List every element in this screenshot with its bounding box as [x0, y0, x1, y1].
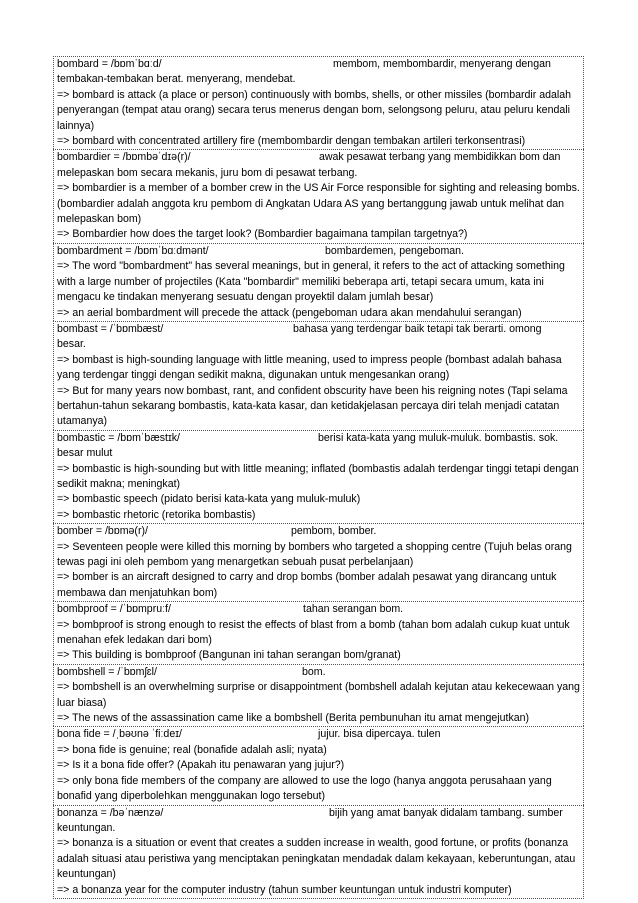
- dictionary-entry: [53, 430, 584, 523]
- entry-example-line: => Bombardier how does the target look? (Bombardier bagaimana tampilan targetnya?): [57, 228, 468, 241]
- entry-meaning-continued: tembakan-tembakan berat. menyerang, mendebat.: [57, 73, 296, 86]
- entry-example-line: => an aerial bombardment will precede the attack (pengeboman udara akan mendahului serangan): [57, 306, 522, 319]
- entry-term: bombast = /ˈbɒmbæst/: [57, 322, 164, 335]
- entry-meaning: bijih yang amat banyak didalam tambang. sumber: [329, 806, 563, 819]
- dictionary-entry: [53, 243, 584, 321]
- entry-example-line: => bonanza is a situation or event that creates a sudden increase in wealth, good fortune, or profits (bonanza adalah situasi atau peristiwa yang menciptakan peningkatan mendadak dalam kekayaan, keberuntungan, atau keuntungan): [57, 837, 576, 881]
- entry-example-line: => bomber is an aircraft designed to carry and drop bombs (bomber adalah pesawat yang dirancang untuk membawa dan menjatuhkan bom): [57, 571, 557, 599]
- entry-term: bona fide = /ˌbəʊnə ˈfiːdeɪ/: [57, 728, 182, 741]
- entry-example-line: => bombard with concentrated artillery fire (membombardir dengan tembakan artileri terkonsentrasi): [57, 135, 526, 148]
- entry-meaning: tahan serangan bom.: [303, 603, 404, 616]
- entry-term: bonanza = /bəˈnænzə/: [57, 806, 164, 819]
- entry-example-line: => bombardier is a member of a bomber crew in the US Air Force responsible for sighting and releasing bombs. (bombardier adalah anggota kru pembom di Angkatan Udara AS yang bertanggung jawab untuk melihat dan melepaskan bom): [57, 182, 580, 226]
- entry-meaning-continued: keuntungan.: [57, 821, 116, 834]
- entry-term: bombproof = /ˈbɒmpruːf/: [57, 603, 171, 616]
- dictionary-entry: [53, 523, 584, 601]
- dictionary-entry: [53, 601, 584, 664]
- dictionary-entry: [53, 149, 584, 242]
- entry-example-line: => a bonanza year for the computer industry (tahun sumber keuntungan untuk industri komputer): [57, 883, 512, 896]
- entry-headword-line: [57, 806, 581, 821]
- entry-headword-line: [57, 524, 581, 539]
- entry-example-line: => Seventeen people were killed this morning by bombers who targeted a shopping centre (Tujuh belas orang tewas pagi ini oleh pembom yang menargetkan sebuah pusat perbelanjaan): [57, 540, 572, 568]
- entry-meaning: bom.: [302, 665, 326, 678]
- entry-example-line: => The word "bombardment" has several meanings, but in general, it refers to the act of attacking something with a large number of projectiles (Kata "bombardir" memiliki beberapa arti, tetapi secara umum, kata ini mengacu ke tindakan menyerang sesuatu dengan proyektil dalam jumlah besar): [57, 260, 565, 304]
- entry-term: bombastic = /bɒmˈbæstɪk/: [57, 431, 180, 444]
- entry-example-line: => bona fide is genuine; real (bonafide adalah asli; nyata): [57, 743, 327, 756]
- entry-term: bombardier = /bɒmbəˈdɪə(r)/: [57, 151, 191, 164]
- entry-term: bombardment = /bɒmˈbɑːdmənt/: [57, 244, 209, 257]
- dictionary-entry: [53, 726, 584, 804]
- entry-example-line: => The news of the assassination came like a bombshell (Berita pembunuhan itu amat mengejutkan): [57, 712, 530, 725]
- entry-example-line: => But for many years now bombast, rant, and confident obscurity have been his reigning notes (Tapi selama bertahun-tahun sekarang bombastis, kata-kata kasar, dan ketidakjelasan percaya diri telah menjadi catatan utamanya): [57, 384, 568, 428]
- entry-meaning: berisi kata-kata yang muluk-muluk. bombastis. sok.: [318, 431, 559, 444]
- entry-headword-line: [57, 244, 581, 259]
- entry-headword-line: [57, 431, 581, 446]
- entry-example-line: => bombard is attack (a place or person) continuously with bombs, shells, or other missiles (bombardir adalah penyerangan (tempat atau orang) secara terus menerus dengan bom, selongsong peluru, atau peluru kendali lainnya): [57, 88, 572, 132]
- entry-meaning: pembom, bomber.: [291, 525, 377, 538]
- entry-headword-line: [57, 602, 581, 617]
- entry-meaning-continued: melepaskan bom secara mekanis, juru bom di pesawat terbang.: [57, 166, 358, 179]
- dictionary-document: [53, 56, 584, 899]
- entry-example-line: => bombproof is strong enough to resist the effects of blast from a bomb (tahan bom adalah cukup kuat untuk menahan efek ledakan dari bom): [57, 618, 570, 647]
- entry-meaning: bombardemen, pengeboman.: [325, 244, 464, 257]
- entry-headword-line: [57, 57, 581, 72]
- entry-term: bomber = /bɒmə(r)/: [57, 525, 148, 538]
- entry-headword-line: [57, 665, 581, 680]
- dictionary-entry: [53, 664, 584, 727]
- dictionary-entry: [53, 56, 584, 149]
- entry-example-line: => bombastic is high-sounding but with little meaning; inflated (bombastis adalah terdengar tinggi tetapi dengan sedikit makna; meningkat): [57, 462, 579, 490]
- entry-example-line: => bombshell is an overwhelming surprise or disappointment (bombshell adalah kejutan atau kekecewaan yang luar biasa): [57, 681, 580, 709]
- entry-meaning: bahasa yang terdengar baik tetapi tak berarti. omong: [293, 322, 542, 335]
- entry-headword-line: [57, 727, 581, 742]
- entry-example-line: => This building is bombproof (Bangunan ini tahan serangan bom/granat): [57, 649, 401, 662]
- entry-example-line: => bombastic speech (pidato berisi kata-kata yang muluk-muluk): [57, 493, 361, 506]
- dictionary-entry: [53, 321, 584, 430]
- entry-meaning: awak pesawat terbang yang membidikkan bom dan: [319, 151, 561, 164]
- dictionary-entry: [53, 805, 584, 899]
- entry-headword-line: [57, 150, 581, 165]
- entry-example-line: => only bona fide members of the company are allowed to use the logo (hanya anggota perusahaan yang bonafid yang diperbolehkan menggunakan logo tersebut): [57, 774, 552, 803]
- entry-meaning-continued: besar.: [57, 338, 86, 351]
- entry-headword-line: [57, 322, 581, 337]
- entry-example-line: => bombast is high-sounding language with little meaning, used to impress people (bombast adalah bahasa yang terdengar tinggi dengan sedikit makna, digunakan untuk mengesankan orang): [57, 353, 562, 382]
- entry-term: bombshell = /ˈbɒmʃɛl/: [57, 665, 157, 678]
- entry-example-line: => Is it a bona fide offer? (Apakah itu penawaran yang jujur?): [57, 759, 345, 772]
- entry-term: bombard = /bɒmˈbɑːd/: [57, 58, 162, 70]
- entry-example-line: => bombastic rhetoric (retorika bombastis): [57, 508, 256, 521]
- entry-meaning-continued: besar mulut: [57, 447, 113, 460]
- entry-meaning: jujur. bisa dipercaya. tulen: [318, 728, 441, 741]
- entry-meaning: membom, membombardir, menyerang dengan: [333, 58, 551, 70]
